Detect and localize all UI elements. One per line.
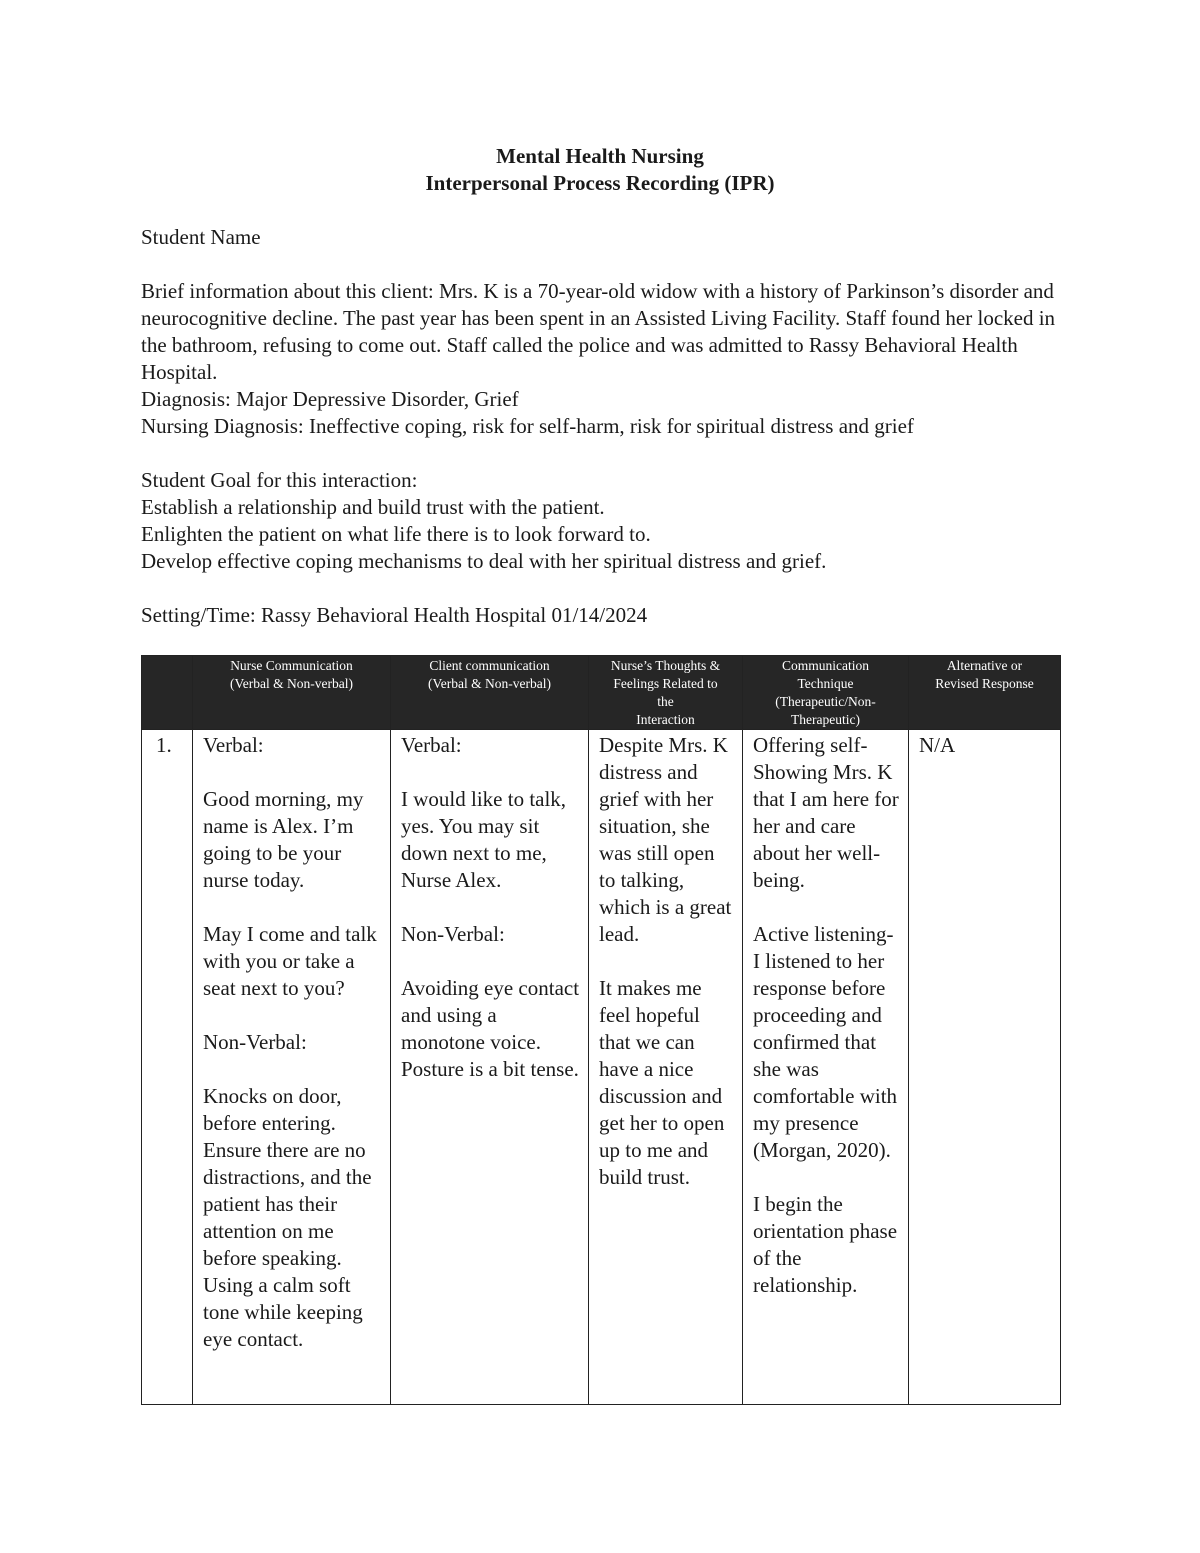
table-header-row	[142, 656, 1061, 730]
header-alternative-response	[909, 656, 1061, 730]
student-name-label: Student Name	[141, 225, 261, 249]
ipr-table	[141, 655, 1061, 1405]
header-communication-technique	[743, 656, 909, 730]
nursing-diagnosis-line: Nursing Diagnosis: Ineffective coping, risk for self-harm, risk for spiritual distress and grief	[141, 414, 914, 438]
document-header	[0, 143, 1200, 197]
client-nonverbal-text: Avoiding eye contact and using a monotone voice. Posture is a bit tense.	[401, 976, 580, 1081]
nurse-verbal-label: Verbal:	[203, 733, 264, 757]
header-thoughts-label: Nurse’s Thoughts & Feelings Related to the Interaction	[610, 658, 721, 727]
student-goals-section	[141, 467, 1071, 575]
header-nurse-communication	[193, 656, 391, 730]
communication-technique-cell	[743, 730, 909, 1405]
goal-item: Develop effective coping mechanisms to deal with her spiritual distress and grief.	[141, 549, 827, 573]
client-nonverbal-label: Non-Verbal:	[401, 922, 505, 946]
thoughts-text: Despite Mrs. K distress and grief with her situation, she was still open to talking, which is a great lead.	[599, 733, 732, 946]
nurse-nonverbal-text: Knocks on door, before entering. Ensure there are no distractions, and the patient has their attention on me before speaking. Using a calm soft tone while keeping eye contact.	[203, 1084, 372, 1351]
alternative-response-cell	[909, 730, 1061, 1405]
header-client-label: Client communication (Verbal & Non-verbal)	[428, 658, 551, 691]
client-info-paragraph: Brief information about this client: Mrs. K is a 70-year-old widow with a history of Parkinson’s disorder and neurocognitive decline. The past year has been spent in an Assisted Living Facility. Staff found her locked in the bathroom, refusing to come out. Staff called the police and was admitted to Rassy Behavioral Health Hospital.	[141, 279, 1056, 384]
goal-item: Establish a relationship and build trust with the patient.	[141, 495, 605, 519]
alternative-text: N/A	[919, 733, 956, 757]
header-technique-label: Communication Technique (Therapeutic/Non- Therapeutic)	[775, 658, 876, 727]
nurse-communication-cell	[193, 730, 391, 1405]
header-nurse-label: Nurse Communication (Verbal & Non-verbal)	[230, 658, 353, 691]
table-row	[142, 730, 1061, 1405]
document-title: Mental Health Nursing	[496, 144, 704, 168]
client-verbal-text: I would like to talk, yes. You may sit down next to me, Nurse Alex.	[401, 787, 567, 892]
nurse-verbal-text: Good morning, my name is Alex. I’m going to be your nurse today.	[203, 787, 364, 892]
goal-item: Enlighten the patient on what life there is to look forward to.	[141, 522, 651, 546]
technique-text: Offering self- Showing Mrs. K that I am here for her and care about her well-being.	[753, 733, 899, 892]
document-subtitle: Interpersonal Process Recording (IPR)	[425, 171, 775, 195]
client-info-section	[141, 278, 1071, 440]
client-verbal-label: Verbal:	[401, 733, 462, 757]
row-number-cell	[142, 730, 193, 1405]
row-number: 1.	[156, 733, 172, 757]
goals-heading: Student Goal for this interaction:	[141, 468, 418, 492]
technique-text: Active listening- I listened to her response before proceeding and confirmed that she was comfortable with my presence (Morgan, 2020).	[753, 922, 898, 1162]
diagnosis-line: Diagnosis: Major Depressive Disorder, Grief	[141, 387, 519, 411]
setting-time-line: Setting/Time: Rassy Behavioral Health Hospital 01/14/2024	[141, 603, 648, 627]
header-alternative-label: Alternative or Revised Response	[935, 658, 1034, 691]
thoughts-text: It makes me feel hopeful that we can have a nice discussion and get her to open up to me and build trust.	[599, 976, 725, 1189]
nurse-nonverbal-label: Non-Verbal:	[203, 1030, 307, 1054]
header-client-communication	[391, 656, 589, 730]
nurse-verbal-text: May I come and talk with you or take a seat next to you?	[203, 922, 377, 1000]
technique-text: I begin the orientation phase of the relationship.	[753, 1192, 898, 1297]
nurse-thoughts-cell	[589, 730, 743, 1405]
header-number	[142, 656, 193, 730]
header-nurse-thoughts	[589, 656, 743, 730]
client-communication-cell	[391, 730, 589, 1405]
